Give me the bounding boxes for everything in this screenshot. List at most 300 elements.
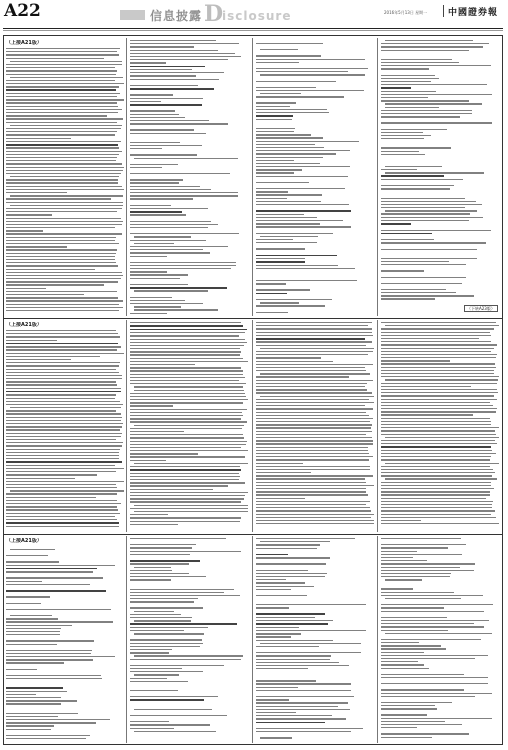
text-line <box>381 677 488 678</box>
text-line <box>6 474 97 475</box>
text-line <box>381 604 493 605</box>
text-line <box>6 493 117 494</box>
text-line <box>6 465 115 466</box>
text-line <box>6 656 115 657</box>
text-line <box>6 719 110 720</box>
text-line <box>256 150 350 151</box>
text-line <box>6 198 111 199</box>
text-line <box>256 595 307 596</box>
text-line <box>256 345 366 346</box>
text-line <box>381 328 494 329</box>
text-line <box>381 514 491 515</box>
text-line <box>130 274 188 275</box>
article-column-5 <box>6 322 124 530</box>
text-line <box>256 261 305 263</box>
text-line <box>381 270 424 271</box>
text-line <box>256 198 287 199</box>
text-line <box>130 246 228 247</box>
text-line <box>130 88 214 90</box>
text-line <box>130 598 198 599</box>
text-line <box>381 652 424 653</box>
text-line <box>256 557 330 558</box>
text-line <box>256 293 287 295</box>
text-line <box>256 668 308 669</box>
text-line <box>381 733 469 734</box>
text-line <box>381 376 499 377</box>
text-line <box>6 644 57 645</box>
text-line <box>130 441 247 442</box>
text-line <box>256 134 311 135</box>
text-line <box>256 305 325 306</box>
text-line <box>256 680 316 681</box>
text-line <box>6 497 96 498</box>
text-line <box>130 501 241 502</box>
text-line <box>130 50 218 51</box>
text-line <box>256 491 366 492</box>
text-line <box>381 169 417 170</box>
text-line <box>6 304 119 305</box>
text-line <box>256 338 365 340</box>
text-line <box>256 210 351 212</box>
text-line <box>130 402 243 403</box>
text-line <box>381 220 469 221</box>
text-line <box>256 322 372 323</box>
text-line <box>381 68 429 69</box>
text-line <box>130 690 178 691</box>
text-line <box>256 370 366 371</box>
text-line <box>6 233 122 234</box>
text-line <box>6 336 120 337</box>
text-line <box>381 217 483 218</box>
text-line <box>130 721 169 722</box>
text-line <box>381 75 435 76</box>
text-line <box>6 208 122 209</box>
text-line <box>6 160 116 161</box>
text-line <box>130 517 241 518</box>
text-line <box>381 563 475 564</box>
text-line <box>256 214 304 215</box>
text-line <box>256 109 327 110</box>
text-line <box>381 154 425 155</box>
text-line <box>6 93 120 94</box>
text-line <box>256 87 316 88</box>
text-line <box>130 671 203 672</box>
text-line <box>130 374 243 375</box>
text-line <box>130 485 228 486</box>
text-line <box>6 378 122 379</box>
text-line <box>256 157 323 158</box>
text-line <box>6 343 118 345</box>
text-line <box>256 137 323 138</box>
text-line <box>6 112 118 113</box>
text-line <box>381 440 495 441</box>
text-line <box>6 516 115 517</box>
text-line <box>256 217 317 218</box>
text-line <box>256 255 337 257</box>
text-line <box>6 609 111 610</box>
text-line <box>256 239 293 240</box>
text-line <box>256 268 355 269</box>
text-line <box>130 59 228 60</box>
text-line <box>134 505 248 506</box>
text-line <box>6 487 117 488</box>
text-line <box>381 443 497 444</box>
column-rule <box>252 536 253 743</box>
text-line <box>130 278 180 279</box>
text-line <box>381 611 484 612</box>
text-line <box>130 495 245 496</box>
text-line <box>256 233 333 234</box>
text-line <box>256 570 308 571</box>
text-line <box>256 586 314 587</box>
text-line <box>6 221 123 222</box>
text-line <box>381 65 491 66</box>
text-line <box>6 662 64 663</box>
section-divider-2 <box>3 534 503 535</box>
text-line <box>6 144 118 146</box>
text-line <box>381 100 469 101</box>
text-line <box>385 379 498 380</box>
text-line <box>134 567 171 568</box>
text-line <box>130 367 241 368</box>
text-line <box>256 412 366 413</box>
text-line <box>6 291 117 292</box>
text-line <box>6 253 116 254</box>
text-line <box>256 59 365 60</box>
text-line <box>6 310 119 311</box>
text-line <box>6 634 60 635</box>
text-line <box>130 405 173 406</box>
text-line <box>6 115 107 116</box>
text-line <box>6 452 119 453</box>
text-line <box>256 437 372 438</box>
text-line <box>256 607 289 608</box>
text-line <box>6 628 61 629</box>
text-line <box>385 437 499 438</box>
text-line <box>256 248 305 249</box>
text-line <box>381 408 497 409</box>
text-line <box>130 117 185 118</box>
text-line <box>130 69 192 70</box>
text-line <box>256 283 286 284</box>
text-line <box>6 413 121 414</box>
text-line <box>381 498 486 499</box>
article-column-4 <box>381 40 499 302</box>
article-column-11 <box>256 538 374 742</box>
text-line <box>256 380 373 381</box>
text-line <box>6 621 113 622</box>
text-line <box>256 722 325 724</box>
text-line <box>256 702 348 703</box>
text-line <box>6 584 90 585</box>
text-line <box>381 576 450 577</box>
text-line <box>10 615 52 616</box>
text-line <box>256 112 329 113</box>
text-line <box>6 426 122 427</box>
text-line <box>10 490 124 491</box>
text-line <box>256 392 372 393</box>
text-line <box>381 386 471 387</box>
text-line <box>381 295 474 296</box>
text-line <box>6 173 121 174</box>
continuation-tag: （上接A21版） <box>6 322 42 328</box>
text-line <box>6 189 124 190</box>
text-line <box>260 236 318 237</box>
text-line <box>6 163 122 164</box>
text-line <box>130 345 244 346</box>
text-line <box>6 202 123 203</box>
text-line <box>130 154 197 155</box>
text-line <box>130 514 168 515</box>
text-line <box>130 133 206 134</box>
text-line <box>256 640 333 641</box>
text-line <box>130 348 240 349</box>
text-line <box>6 170 123 171</box>
text-line <box>130 444 246 445</box>
text-line <box>256 265 338 266</box>
text-line <box>381 78 439 79</box>
section-divider-1 <box>3 318 503 319</box>
text-line <box>6 471 116 472</box>
text-line <box>381 693 492 694</box>
text-line <box>130 56 241 57</box>
text-line <box>381 607 444 608</box>
text-line <box>256 579 286 580</box>
text-line <box>130 396 246 397</box>
text-line <box>385 210 477 211</box>
text-line <box>6 340 57 341</box>
text-line <box>381 264 466 265</box>
text-line <box>256 332 372 333</box>
text-line <box>256 514 374 515</box>
text-line <box>6 384 117 385</box>
text-line <box>381 46 483 47</box>
article-column-12 <box>381 538 499 742</box>
text-line <box>130 453 198 454</box>
text-line <box>130 627 208 628</box>
text-line <box>256 494 368 495</box>
text-line <box>256 328 372 329</box>
text-line <box>256 357 321 358</box>
text-line <box>385 633 492 634</box>
text-line <box>256 447 368 448</box>
article-column-1 <box>6 40 124 316</box>
text-line <box>6 154 119 155</box>
text-line <box>130 450 248 451</box>
text-line <box>6 58 104 59</box>
text-line <box>381 557 413 558</box>
text-line <box>385 40 473 41</box>
text-line <box>256 627 299 628</box>
text-line <box>381 50 469 51</box>
text-line <box>381 485 491 486</box>
text-line <box>381 642 419 643</box>
text-line <box>6 687 63 689</box>
text-line <box>256 450 368 451</box>
text-line <box>134 386 243 387</box>
text-line <box>130 303 203 304</box>
text-line <box>256 96 344 97</box>
text-line <box>6 54 119 55</box>
text-line <box>381 714 427 715</box>
text-line <box>381 344 497 345</box>
text-line <box>6 565 115 566</box>
text-line <box>6 275 123 276</box>
text-line <box>381 724 462 725</box>
text-line <box>381 430 495 431</box>
text-line <box>381 620 489 621</box>
text-line <box>130 342 247 343</box>
text-line <box>260 396 374 397</box>
text-line <box>381 554 462 555</box>
text-line <box>6 653 91 654</box>
continued-next-note: （下转A23版） <box>464 305 498 312</box>
text-line <box>130 123 228 124</box>
text-line <box>130 639 202 640</box>
text-line <box>134 306 181 307</box>
text-line <box>130 652 169 653</box>
text-line <box>6 669 37 670</box>
text-line <box>130 724 210 725</box>
text-line <box>6 401 120 402</box>
text-line <box>381 510 495 511</box>
text-line <box>130 643 203 644</box>
text-line <box>130 579 171 580</box>
column-rule <box>377 320 378 532</box>
text-line <box>10 549 55 550</box>
text-line <box>256 341 372 342</box>
text-line <box>6 246 67 247</box>
text-line <box>256 659 330 660</box>
text-line <box>256 488 366 489</box>
text-line <box>6 568 97 570</box>
text-line <box>134 674 179 675</box>
text-line <box>6 218 121 219</box>
text-line <box>381 399 497 400</box>
text-line <box>130 148 162 149</box>
text-line <box>381 658 475 659</box>
text-line <box>381 520 421 521</box>
text-line <box>130 361 248 362</box>
text-line <box>256 434 366 435</box>
text-line <box>6 404 123 405</box>
text-line <box>256 501 370 502</box>
text-line <box>256 646 319 647</box>
text-line <box>6 109 122 110</box>
text-line <box>381 424 491 425</box>
text-line <box>381 456 491 457</box>
text-line <box>130 508 248 509</box>
text-line <box>256 469 370 470</box>
text-line <box>256 687 298 688</box>
text-line <box>256 106 290 107</box>
text-line <box>130 570 172 571</box>
text-line <box>6 716 58 717</box>
text-line <box>256 510 371 511</box>
text-line <box>256 172 294 173</box>
text-line <box>6 659 93 660</box>
text-line <box>256 351 373 352</box>
text-line <box>256 504 366 505</box>
text-line <box>381 472 495 473</box>
text-line <box>130 614 181 615</box>
text-line <box>6 381 116 382</box>
text-line <box>256 289 310 290</box>
text-line <box>6 433 122 434</box>
text-line <box>130 94 173 95</box>
text-line <box>381 59 452 60</box>
text-line <box>256 405 365 406</box>
text-line <box>130 354 240 355</box>
text-line <box>130 728 174 729</box>
text-line <box>256 453 369 454</box>
text-line <box>256 81 336 82</box>
text-line <box>6 64 122 65</box>
text-line <box>6 519 117 520</box>
text-line <box>6 603 41 604</box>
text-line <box>6 134 115 135</box>
text-line <box>381 223 411 225</box>
text-line <box>381 623 474 624</box>
text-line <box>256 102 296 103</box>
text-line <box>130 479 239 480</box>
text-line <box>381 43 489 44</box>
text-line <box>10 407 121 408</box>
text-line <box>256 472 311 473</box>
text-line <box>130 415 243 416</box>
text-line <box>256 636 291 637</box>
text-line <box>256 43 323 44</box>
text-line <box>130 573 189 574</box>
text-line <box>381 277 466 278</box>
text-line <box>381 389 497 390</box>
text-line <box>381 655 488 656</box>
text-line <box>256 299 332 300</box>
text-line <box>381 689 464 690</box>
text-line <box>6 526 119 527</box>
text-line <box>130 544 196 545</box>
text-line <box>260 302 299 303</box>
continuation-tag: （上接A21版） <box>6 40 42 46</box>
text-line <box>130 46 194 47</box>
text-line <box>256 662 339 663</box>
text-line <box>381 494 490 495</box>
text-line <box>381 617 447 618</box>
text-line <box>130 377 245 378</box>
text-line <box>130 617 192 618</box>
text-line <box>6 442 123 443</box>
text-line <box>6 51 117 52</box>
text-line <box>381 434 496 435</box>
text-line <box>381 696 475 697</box>
text-line <box>256 507 370 508</box>
text-line <box>256 544 320 545</box>
text-line <box>260 49 298 50</box>
text-line <box>381 91 436 92</box>
text-line <box>130 699 204 701</box>
text-line <box>6 141 121 142</box>
text-line <box>256 128 295 129</box>
text-line <box>256 424 372 425</box>
text-line <box>130 129 194 130</box>
text-line <box>385 325 499 326</box>
text-line <box>130 524 178 525</box>
text-line <box>256 204 349 205</box>
text-line <box>381 668 429 669</box>
text-line <box>6 697 61 698</box>
text-line <box>130 335 239 336</box>
text-line <box>381 630 448 631</box>
